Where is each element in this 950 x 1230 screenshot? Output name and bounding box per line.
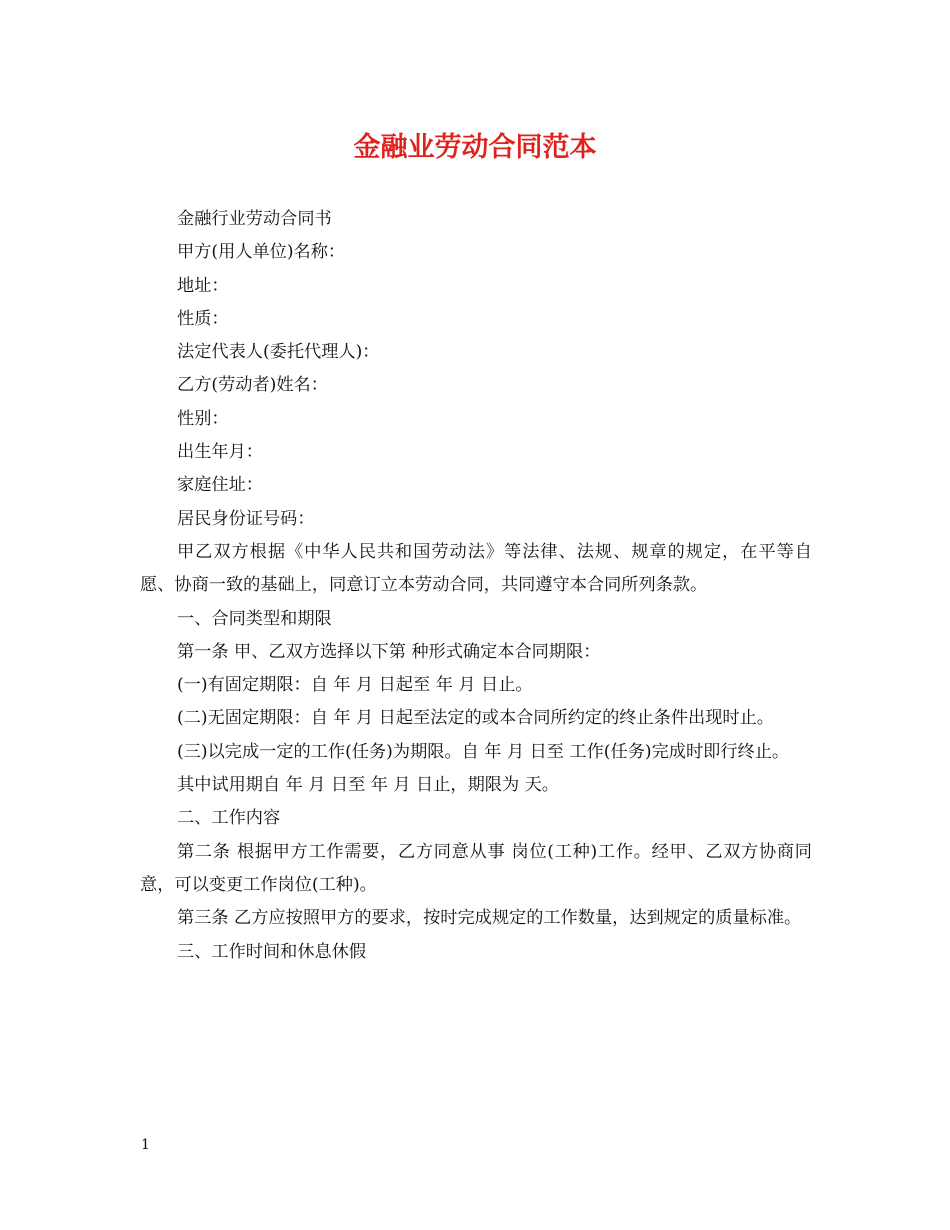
paragraph-legal-representative: 法定代表人(委托代理人)： xyxy=(177,342,380,363)
paragraph-open-term: (二)无固定期限：自 年 月 日起至法定的或本合同所约定的终止条件出现时止。 xyxy=(177,708,774,729)
paragraph-preamble: 甲乙双方根据《中华人民共和国劳动法》等法律、法规、规章的规定，在平等自愿、协商一致的基础上，同意订立本劳动合同，共同遵守本合同所列条款。 xyxy=(140,541,812,596)
document-title: 金融业劳动合同范本 xyxy=(353,132,597,163)
paragraph-article-1: 第一条 甲、乙双方选择以下第 种形式确定本合同期限： xyxy=(177,641,601,662)
paragraph-fixed-term: (一)有固定期限：自 年 月 日起至 年 月 日止。 xyxy=(177,675,533,696)
section-heading-work-content: 二、工作内容 xyxy=(177,808,281,829)
paragraph-nature: 性质： xyxy=(177,308,229,329)
paragraph-birth-date: 出生年月： xyxy=(177,442,263,463)
section-heading-working-hours: 三、工作时间和休息休假 xyxy=(177,941,367,962)
paragraph-article-2: 第二条 根据甲方工作需要，乙方同意从事 岗位(工种)工作。经甲、乙双方协商同意，可以变更工作岗位(工种)。 xyxy=(140,841,812,895)
section-heading-contract-type: 一、合同类型和期限 xyxy=(177,608,332,629)
paragraph-id-number: 居民身份证号码： xyxy=(177,508,315,529)
paragraph-gender: 性别： xyxy=(177,408,229,429)
paragraph-article-3: 第三条 乙方应按照甲方的要求，按时完成规定的工作数量，达到规定的质量标准。 xyxy=(177,908,802,929)
paragraph-home-address: 家庭住址： xyxy=(177,475,263,496)
paragraph-party-a-name: 甲方(用人单位)名称： xyxy=(177,242,346,263)
paragraph-contract-heading: 金融行业劳动合同书 xyxy=(177,209,332,229)
paragraph-task-term: (三)以完成一定的工作(任务)为期限。自 年 月 日至 工作(任务)完成时即行终止。 xyxy=(177,741,790,762)
page-number: 1 xyxy=(141,1137,150,1153)
paragraph-address: 地址： xyxy=(177,275,229,296)
document-body xyxy=(140,203,812,969)
paragraph-party-b-name: 乙方(劳动者)姓名： xyxy=(177,375,328,396)
paragraph-probation: 其中试用期自 年 月 日至 年 月 日止，期限为 天。 xyxy=(177,775,559,796)
